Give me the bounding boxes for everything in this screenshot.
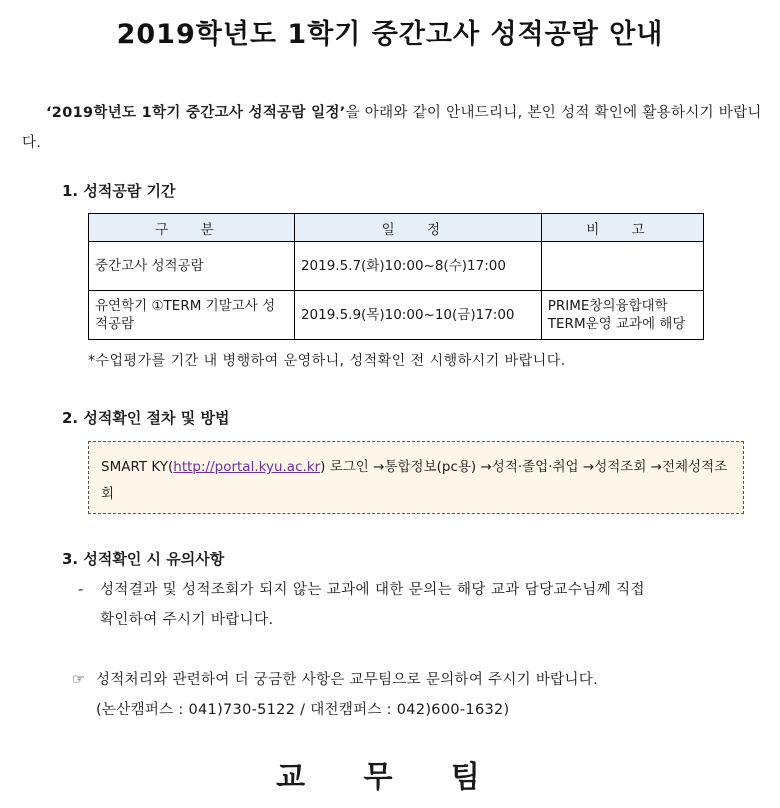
intro-text: 을 아래와 같이 안내드리니, 본인 성적 확인에 활용하시기 바랍니다. — [22, 105, 762, 151]
table-header-row — [89, 214, 704, 242]
row-category: 중간고사 성적공람 — [89, 242, 295, 291]
caution-line-1: 성적결과 및 성적조회가 되지 않는 교과에 대한 문의는 해당 교과 담당교수님께 직접 — [100, 582, 645, 598]
contact-phones: (논산캠퍼스 : 041)730-5122 / 대전캠퍼스 : 042)600-1632) — [96, 702, 510, 718]
caution-line-2: 확인하여 주시기 바랍니다. — [100, 612, 274, 628]
portal-link[interactable]: http://portal.kyu.ac.kr — [173, 459, 321, 475]
contact-message: 성적처리와 관련하여 더 궁금한 사항은 교무팀으로 문의하여 주시기 바랍니다. — [96, 672, 599, 688]
row-schedule: 2019.5.7(화)10:00~8(수)17:00 — [294, 242, 541, 291]
column-header-note: 비 고 — [541, 214, 703, 242]
row-note — [541, 242, 703, 291]
signoff: 교 무 팀 — [276, 760, 504, 795]
pointing-hand-icon: ☞ — [72, 672, 86, 688]
row-note: PRIME창의융합대학 TERM운영 교과에 해당 — [541, 291, 703, 340]
footnote: *수업평가를 기간 내 병행하여 운영하니, 성적확인 전 시행하시기 바랍니다. — [88, 353, 566, 369]
column-header-schedule: 일 정 — [294, 214, 541, 242]
caution-text — [78, 575, 758, 635]
row-schedule: 2019.5.9(목)10:00~10(금)17:00 — [294, 291, 541, 340]
procedure-prefix: SMART KY( — [101, 459, 174, 475]
intro-quote: ‘2019학년도 1학기 중간고사 성적공람 일정’ — [46, 105, 346, 121]
period-table — [88, 213, 704, 340]
section-1-heading: 1. 성적공람 기간 — [62, 182, 176, 200]
dash-bullet: - — [78, 582, 84, 598]
procedure-box — [88, 441, 744, 514]
intro-paragraph — [22, 98, 762, 158]
row-category: 유연학기 ①TERM 기말고사 성적공람 — [89, 291, 295, 340]
table-row — [89, 291, 704, 340]
section-3-heading: 3. 성적확인 시 유의사항 — [62, 550, 225, 568]
table-row — [89, 242, 704, 291]
page-title: 2019학년도 1학기 중간고사 성적공람 안내 — [116, 19, 664, 50]
column-header-category: 구 분 — [89, 214, 295, 242]
section-2-heading: 2. 성적확인 절차 및 방법 — [62, 409, 230, 427]
contact-block — [72, 665, 762, 725]
procedure-steps: ) 로그인 →통합정보(pc용) →성적·졸업·취업 →성적조회 →전체성적조회 — [101, 459, 728, 502]
